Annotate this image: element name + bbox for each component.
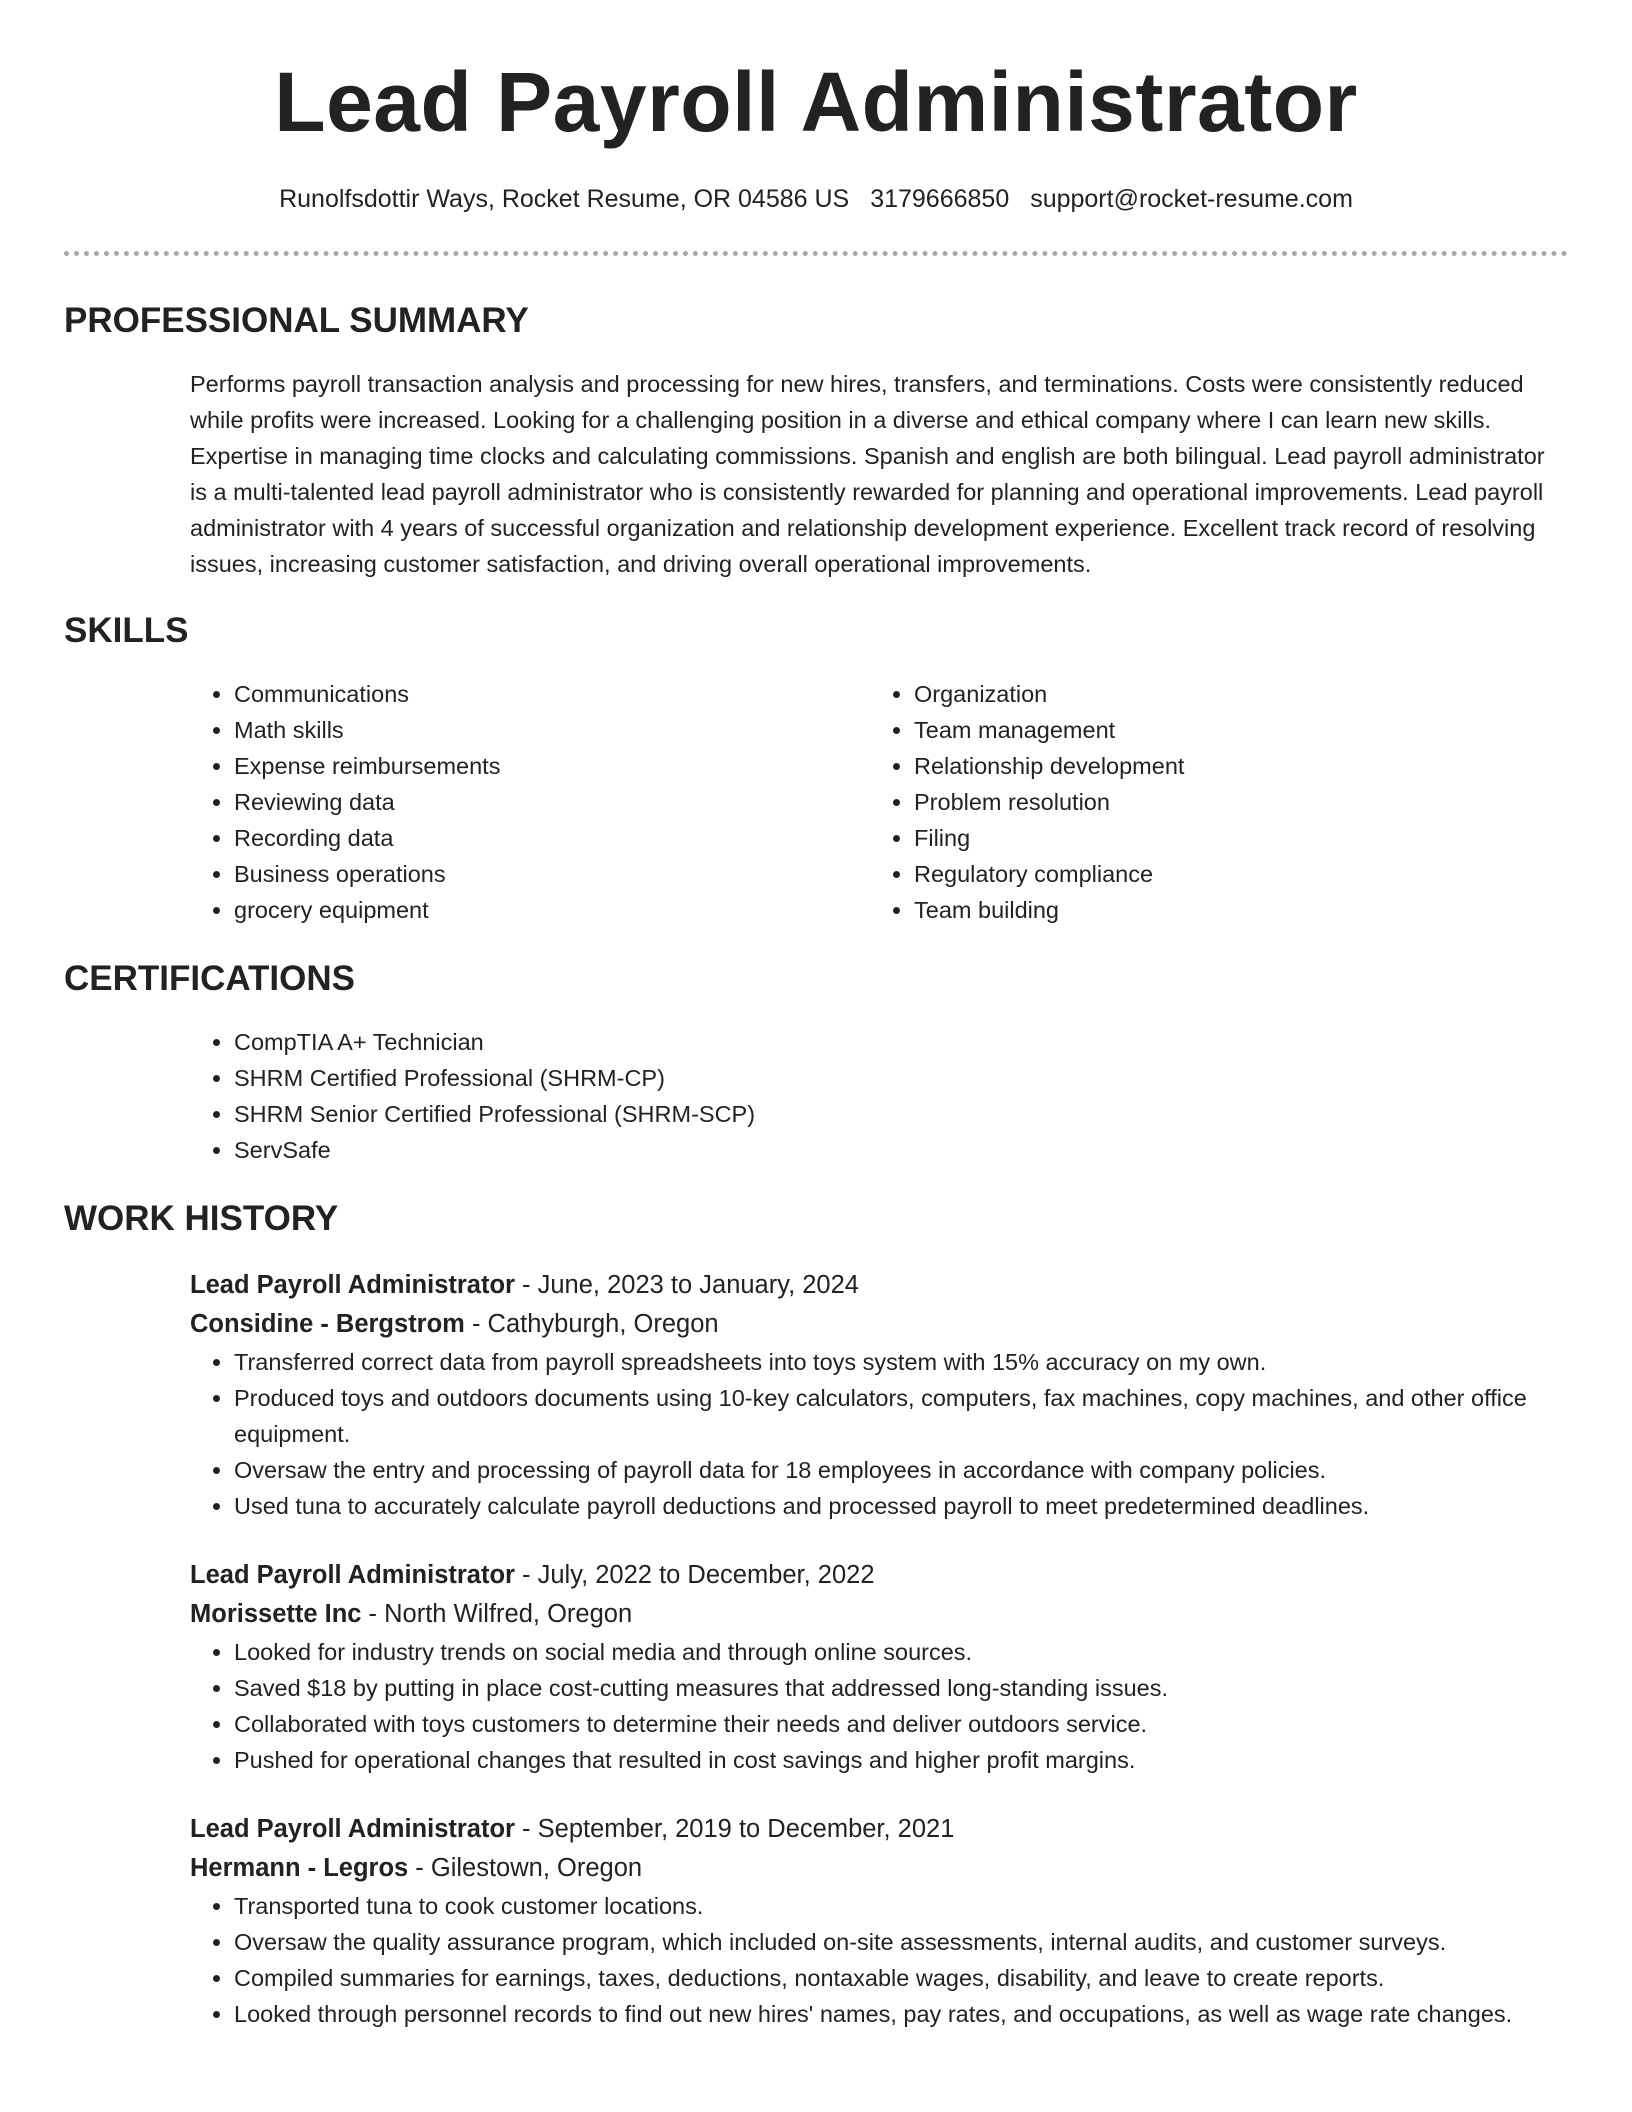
job-bullet: • Transferred correct data from payroll spreadsheets into toys system with 15% accuracy on my own. bbox=[234, 1344, 1568, 1380]
job-entry bbox=[190, 1810, 1568, 2032]
certification-item: • CompTIA A+ Technician bbox=[234, 1024, 1568, 1060]
job-bullet: • Collaborated with toys customers to determine their needs and deliver outdoors service. bbox=[234, 1706, 1568, 1742]
job-entry bbox=[190, 1556, 1568, 1778]
job-location: - North Wilfred, Oregon bbox=[361, 1600, 633, 1628]
job-company-line bbox=[190, 1595, 1568, 1634]
skill-item: • Relationship development bbox=[914, 748, 1550, 784]
job-dates: - June, 2023 to January, 2024 bbox=[514, 1271, 859, 1299]
job-company-line bbox=[190, 1849, 1568, 1888]
skills-column-left bbox=[190, 676, 870, 928]
skill-item: • grocery equipment bbox=[234, 892, 870, 928]
job-bullet: • Transported tuna to cook customer locations. bbox=[234, 1888, 1568, 1924]
job-bullet: • Compiled summaries for earnings, taxes, deductions, nontaxable wages, disability, and leave to create reports. bbox=[234, 1960, 1568, 1996]
job-role: Lead Payroll Administrator bbox=[190, 1561, 515, 1589]
job-bullet: • Used tuna to accurately calculate payroll deductions and processed payroll to meet predetermined deadlines. bbox=[234, 1488, 1568, 1524]
work-history-heading: WORK HISTORY bbox=[64, 1199, 339, 1238]
job-company: Considine - Bergstrom bbox=[190, 1310, 465, 1338]
job-dates: - July, 2022 to December, 2022 bbox=[514, 1561, 875, 1589]
job-title-line bbox=[190, 1556, 1568, 1595]
certifications-list bbox=[190, 1024, 1568, 1168]
certifications-heading: CERTIFICATIONS bbox=[64, 959, 356, 998]
contact-email[interactable]: support@rocket-resume.com bbox=[1030, 185, 1353, 213]
skill-item: • Recording data bbox=[234, 820, 870, 856]
job-bullets bbox=[190, 1344, 1568, 1524]
skill-item: • Team management bbox=[914, 712, 1550, 748]
job-location: - Cathyburgh, Oregon bbox=[464, 1310, 719, 1338]
skill-item: • Business operations bbox=[234, 856, 870, 892]
skills-list-right bbox=[870, 676, 1550, 928]
job-bullet: • Produced toys and outdoors documents using 10-key calculators, computers, fax machines, copy machines, and other office equipment. bbox=[234, 1380, 1568, 1452]
skill-item: • Filing bbox=[914, 820, 1550, 856]
skill-item: • Math skills bbox=[234, 712, 870, 748]
job-dates: - September, 2019 to December, 2021 bbox=[514, 1815, 955, 1843]
job-role: Lead Payroll Administrator bbox=[190, 1815, 515, 1843]
job-location: - Gilestown, Oregon bbox=[408, 1854, 643, 1882]
skills-column-right bbox=[870, 676, 1550, 928]
contact-phone: 3179666850 bbox=[870, 185, 1010, 213]
skill-item: • Regulatory compliance bbox=[914, 856, 1550, 892]
contact-line bbox=[64, 182, 1568, 216]
skills-list-left bbox=[190, 676, 870, 928]
job-entry bbox=[190, 1266, 1568, 1524]
header-divider bbox=[64, 251, 1568, 256]
job-title-line bbox=[190, 1810, 1568, 1849]
skill-item: • Expense reimbursements bbox=[234, 748, 870, 784]
skill-item: • Problem resolution bbox=[914, 784, 1550, 820]
job-title-line bbox=[190, 1266, 1568, 1305]
job-company: Hermann - Legros bbox=[190, 1854, 409, 1882]
skills-heading: SKILLS bbox=[64, 611, 189, 650]
skill-item: • Reviewing data bbox=[234, 784, 870, 820]
job-role: Lead Payroll Administrator bbox=[190, 1271, 515, 1299]
job-bullet: • Looked through personnel records to find out new hires' names, pay rates, and occupations, as well as wage rate changes. bbox=[234, 1996, 1568, 2032]
job-bullets bbox=[190, 1634, 1568, 1778]
certifications-block bbox=[190, 1024, 1568, 1168]
summary-text: Performs payroll transaction analysis and processing for new hires, transfers, and terminations. Costs were consistently reduced while profits were increased. Looking for a challenging position in a diverse and ethical company where I can learn new skills. Expertise in managing time clocks and calculating commissions. Spanish and english are both bilingual. Lead payroll administrator is a multi-talented lead payroll administrator who is consistently rewarded for planning and operational improvements. Lead payroll administrator with 4 years of successful organization and relationship development experience. Excellent track record of resolving issues, increasing customer satisfaction, and driving overall operational improvements. bbox=[190, 371, 1545, 577]
job-bullet: • Oversaw the quality assurance program, which included on-site assessments, internal audits, and customer surveys. bbox=[234, 1924, 1568, 1960]
certification-item: • ServSafe bbox=[234, 1132, 1568, 1168]
summary-heading: PROFESSIONAL SUMMARY bbox=[64, 301, 529, 340]
job-bullet: • Pushed for operational changes that resulted in cost savings and higher profit margins. bbox=[234, 1742, 1568, 1778]
skill-item: • Team building bbox=[914, 892, 1550, 928]
skills-grid bbox=[190, 676, 1568, 928]
job-bullets bbox=[190, 1888, 1568, 2032]
job-bullet: • Oversaw the entry and processing of payroll data for 18 employees in accordance with company policies. bbox=[234, 1452, 1568, 1488]
skill-item: • Organization bbox=[914, 676, 1550, 712]
certification-item: • SHRM Certified Professional (SHRM-CP) bbox=[234, 1060, 1568, 1096]
resume-name: Lead Payroll Administrator bbox=[274, 55, 1358, 149]
job-company: Morissette Inc bbox=[190, 1600, 362, 1628]
certification-item: • SHRM Senior Certified Professional (SHRM-SCP) bbox=[234, 1096, 1568, 1132]
skill-item: • Communications bbox=[234, 676, 870, 712]
job-company-line bbox=[190, 1305, 1568, 1344]
job-bullet: • Saved $18 by putting in place cost-cutting measures that addressed long-standing issues. bbox=[234, 1670, 1568, 1706]
contact-address: Runolfsdottir Ways, Rocket Resume, OR 04586 US bbox=[279, 185, 850, 213]
job-bullet: • Looked for industry trends on social media and through online sources. bbox=[234, 1634, 1568, 1670]
